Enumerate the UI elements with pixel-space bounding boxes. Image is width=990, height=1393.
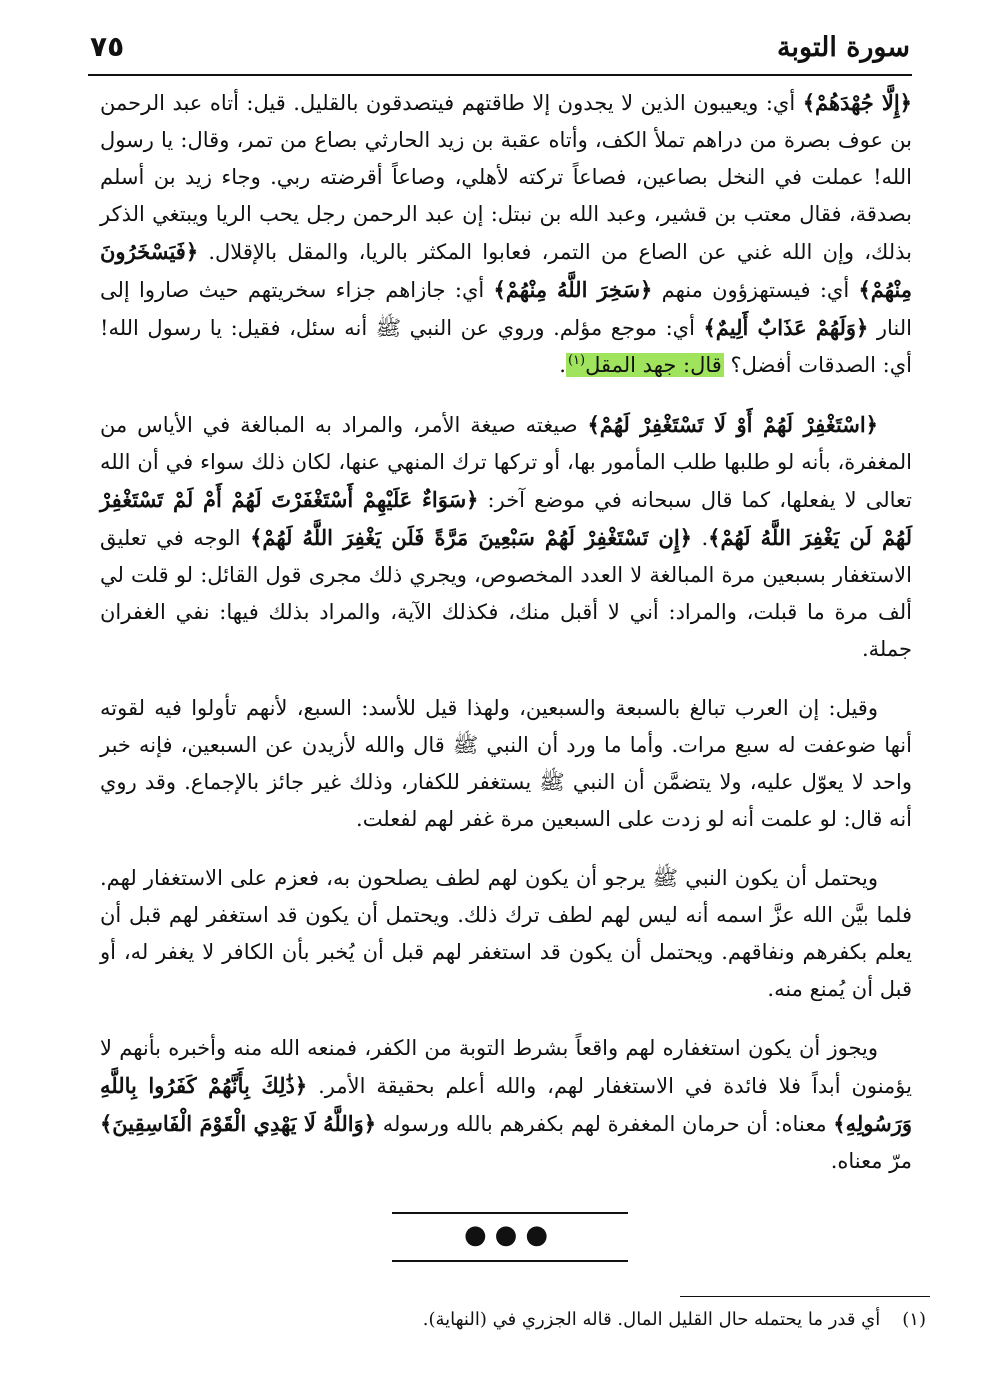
highlighted-text[interactable] (566, 353, 724, 377)
paragraph-text: الوجه في تعليق الاستغفار بسبعين مرة المبالغة لا العدد المخصوص، ويجري ذلك مجرى قول القائل: لو قلت لي ألف مرة ما قبلت، والمراد: أني لا أقبل منك، فكذلك الآية، والمراد بذلك فيها: نفي الغفران جملة. (100, 526, 912, 661)
footnote (76, 1306, 926, 1334)
footnote-number: (١) (902, 1309, 926, 1330)
section-ornament (392, 1212, 628, 1262)
page-header (88, 22, 912, 76)
paragraph-3 (100, 690, 912, 838)
quran-quote: ﴿اسْتَغْفِرْ لَهُمْ أَوْ لَا تَسْتَغْفِرْ لَهُمْ﴾ (587, 412, 878, 437)
quran-quote: ﴿سَوَاءٌ عَلَيْهِمْ أَسْتَغْفَرْتَ لَهُمْ أَمْ لَمْ تَسْتَغْفِرْ لَهُمْ لَن يَغْفِرَ اللَّهُ لَهُمْ﴾ (100, 487, 912, 550)
paragraph-text: . (691, 526, 709, 550)
page-number: ٧٥ (90, 30, 125, 63)
quran-quote: ﴿وَلَهُمْ عَذَابٌ أَلِيمٌ﴾ (703, 315, 869, 340)
footnote-divider (680, 1296, 930, 1297)
paragraph-1 (100, 84, 912, 384)
paragraph-text: مرّ معناه. (830, 1149, 912, 1173)
highlighted-quote: قال: جهد المقل (585, 353, 722, 377)
paragraph-4 (100, 860, 912, 1008)
quran-quote: ﴿إِلَّا جُهْدَهُمْ﴾ (802, 90, 912, 115)
quran-quote: ﴿ذَٰلِكَ بِأَنَّهُمْ كَفَرُوا بِاللَّهِ وَرَسُولِهِ﴾ (100, 1073, 912, 1136)
paragraph-text: ويجوز أن يكون استغفاره لهم واقعاً بشرط التوبة من الكفر، فمنعه الله منه وأخبره بأنهم لا يؤمنون أبداً فلا فائدة في الاستغفار لهم، والله أعلم بحقيقة الأمر. (100, 1036, 912, 1098)
surah-title: سورة التوبة (777, 32, 910, 63)
paragraph-2 (100, 406, 912, 668)
paragraph-5 (100, 1030, 912, 1180)
paragraph-text: أي: جازاهم جزاء سخريتهم حيث صاروا إلى النار (100, 278, 912, 340)
paragraph-text: أي: ويعيبون الذين لا يجدون إلا طاقتهم فيتصدقون بالقليل. قيل: أتاه عبد الرحمن بن عوف بصرة من دراهم تملأ الكف، وأتاه عقبة بن زيد الحارثي بصاع من تمر، وقال: يا رسول الله! عملت في النخل بصاعين، فصاعاً تركته لأهلي، وصاعاً أقرضته ربي. وجاء زيد بن أسلم بصدقة، فقال معتب بن قشير، وعبد الله بن نبتل: إن عبد الرحمن رجل يحب الريا ويبتغي الذكر بذلك، وإن الله غني عن الصاع من التمر، فعابوا المكثر بالريا، والمقل بالإقلال. (100, 91, 912, 264)
paragraph-text: صيغته صيغة الأمر، والمراد به المبالغة في الأياس من المغفرة، بأنه لو طلبها طلب المأمور بها، أو تركها ترك المنهي عنها، لكان ذلك سواء في أن الله تعالى لا يفعلها، كما قال سبحانه في موضع آخر: (100, 413, 912, 512)
footnote-text: أي قدر ما يحتمله حال القليل المال. قاله الجزري في (النهاية). (422, 1309, 881, 1330)
quran-quote: ﴿سَخِرَ اللَّهُ مِنْهُمْ﴾ (493, 277, 653, 302)
paragraph-text: وقيل: إن العرب تبالغ بالسبعة والسبعين، ولهذا قيل للأسد: السبع، لأنهم تأولوا فيه لقوته أنها ضوعفت له سبع مرات. وأما ما ورد أن النبي ﷺ قال والله لأزيدن عن السبعين، فإنه خبر واحد لا يعوّل عليه، ولا يتضمَّن أن النبي ﷺ يستغفر للكفار، وذلك غير جائز بالإجماع. وقد روي أنه قال: لو علمت أنه لو زدت على السبعين مرة غفر لهم لفعلت. (100, 696, 912, 831)
page-body (100, 84, 912, 1180)
paragraph-text: أي: فيستهزؤون منهم (652, 278, 859, 302)
quran-quote: ﴿وَاللَّهُ لَا يَهْدِي الْقَوْمَ الْفَاسِقِينَ﴾ (100, 1111, 377, 1136)
paragraph-text: أي: موجع مؤلم. وروي عن النبي ﷺ أنه سئل، فقيل: يا رسول الله! أي: الصدقات أفضل؟ (100, 316, 912, 377)
footnote-reference[interactable]: (١) (567, 353, 586, 368)
quran-quote: ﴿إِن تَسْتَغْفِرْ لَهُمْ سَبْعِينَ مَرَّةً فَلَن يَغْفِرَ اللَّهُ لَهُمْ﴾ (250, 525, 692, 550)
paragraph-text: ويحتمل أن يكون النبي ﷺ يرجو أن يكون لهم لطف يصلحون به، فعزم على الاستغفار لهم. فلما بيَّن الله عزَّ اسمه أنه ليس لهم لطف ترك ذلك. ويحتمل أن يكون قد استغفر لهم قبل أن يعلم بكفرهم ونفاقهم. ويحتمل أن يكون قد استغفر لهم قبل أن يُخبر بأن الكافر لا يغفر له، أو قبل أن يُمنع منه. (100, 866, 912, 1001)
paragraph-text: . (559, 353, 566, 377)
paragraph-text: معناه: أن حرمان المغفرة لهم بكفرهم بالله ورسوله (376, 1112, 834, 1136)
ornament-dots: ●●● (463, 1220, 557, 1250)
quran-quote: ﴿فَيَسْخَرُونَ مِنْهُمْ﴾ (100, 239, 912, 302)
